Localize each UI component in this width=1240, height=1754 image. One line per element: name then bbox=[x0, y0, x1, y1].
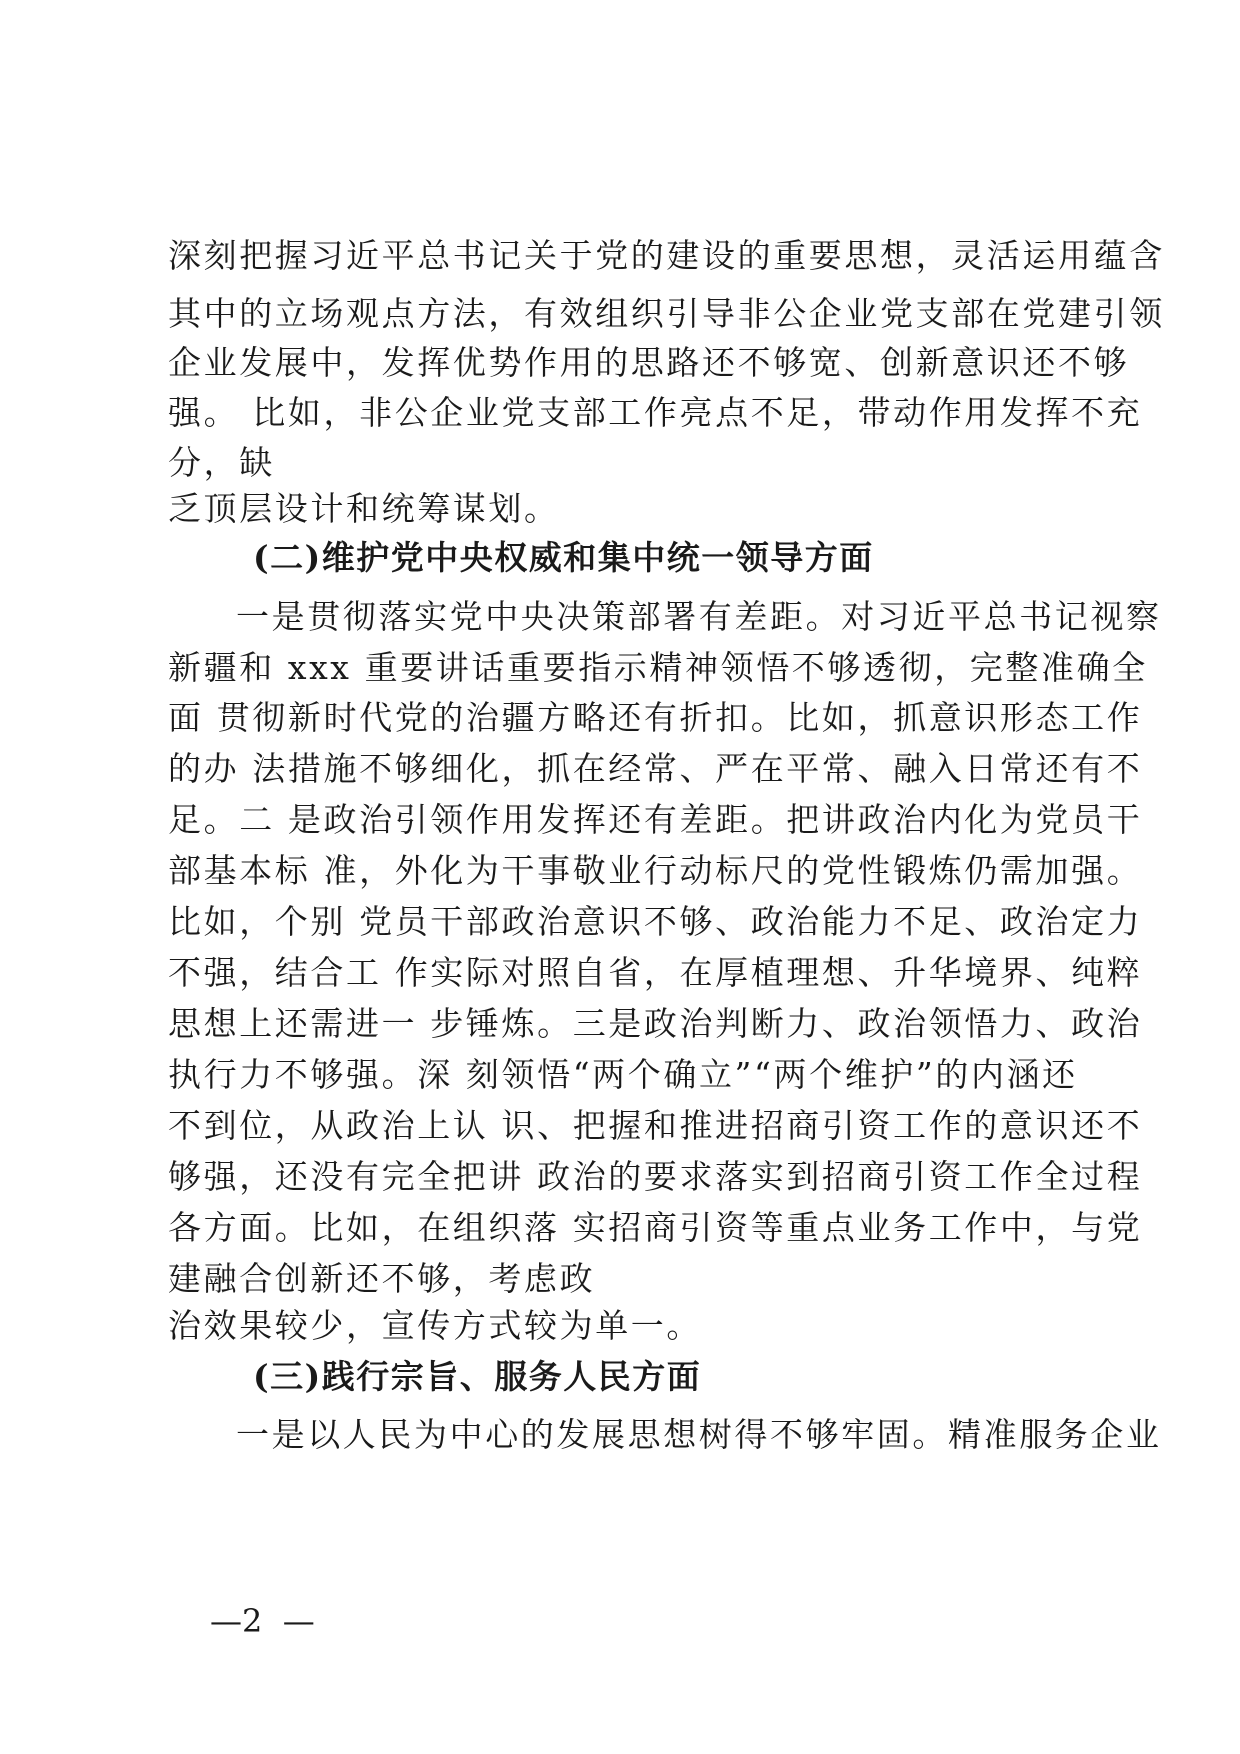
page-number: —2 — bbox=[210, 1602, 315, 1640]
section-heading: (三)践行宗旨、服务人民方面 bbox=[253, 1357, 702, 1396]
body-text-line: 一是以人民为中心的发展思想树得不够牢固。精准服务企业 bbox=[236, 1415, 1162, 1454]
body-text-line: 建融合创新还不够，考虑政 bbox=[168, 1259, 596, 1298]
body-text-line: 不强，结合工 作实际对照自省，在厚植理想、升华境界、纯粹 bbox=[168, 953, 1143, 992]
body-text-line: 企业发展中，发挥优势作用的思路还不够宽、创新意识还不够 bbox=[168, 343, 1130, 382]
body-text-line: 各方面。比如，在组织落 实招商引资等重点业务工作中，与党 bbox=[168, 1208, 1143, 1247]
body-text-line: 新疆和 xxx 重要讲话重要指示精神领悟不够透彻，完整准确全 bbox=[168, 648, 1148, 687]
body-text-line: 执行力不够强。深 刻领悟“两个确立”“两个维护”的内涵还 bbox=[168, 1055, 1078, 1094]
body-text-line: 强。 比如，非公企业党支部工作亮点不足，带动作用发挥不充 bbox=[168, 393, 1143, 432]
body-text-line: 面 贯彻新时代党的治疆方略还有折扣。比如，抓意识形态工作 bbox=[168, 698, 1143, 737]
body-text-line: 一是贯彻落实党中央决策部署有差距。对习近平总书记视察 bbox=[236, 597, 1162, 636]
body-text-line: 足。二 是政治引领作用发挥还有差距。把讲政治内化为党员干 bbox=[168, 800, 1143, 839]
body-text-line: 部基本标 准，外化为干事敬业行动标尺的党性锻炼仍需加强。 bbox=[168, 851, 1143, 890]
body-text-line: 深刻把握习近平总书记关于党的建设的重要思想，灵活运用蕴含 bbox=[168, 236, 1165, 275]
body-text-line: 的办 法措施不够细化，抓在经常、严在平常、融入日常还有不 bbox=[168, 749, 1143, 788]
body-text-line: 乏顶层设计和统筹谋划。 bbox=[168, 489, 560, 528]
body-text-line: 不到位，从政治上认 识、把握和推进招商引资工作的意识还不 bbox=[168, 1106, 1143, 1145]
section-heading: (二)维护党中央权威和集中统一领导方面 bbox=[253, 538, 874, 577]
body-text-line: 其中的立场观点方法，有效组织引导非公企业党支部在党建引领 bbox=[168, 294, 1165, 333]
body-text-line: 分，缺 bbox=[168, 443, 275, 482]
body-text-line: 思想上还需进一 步锤炼。三是政治判断力、政治领悟力、政治 bbox=[168, 1004, 1143, 1043]
body-text-line: 治效果较少，宣传方式较为单一。 bbox=[168, 1306, 702, 1345]
body-text-line: 够强，还没有完全把讲 政治的要求落实到招商引资工作全过程 bbox=[168, 1157, 1143, 1196]
body-text-line: 比如，个别 党员干部政治意识不够、政治能力不足、政治定力 bbox=[168, 902, 1143, 941]
